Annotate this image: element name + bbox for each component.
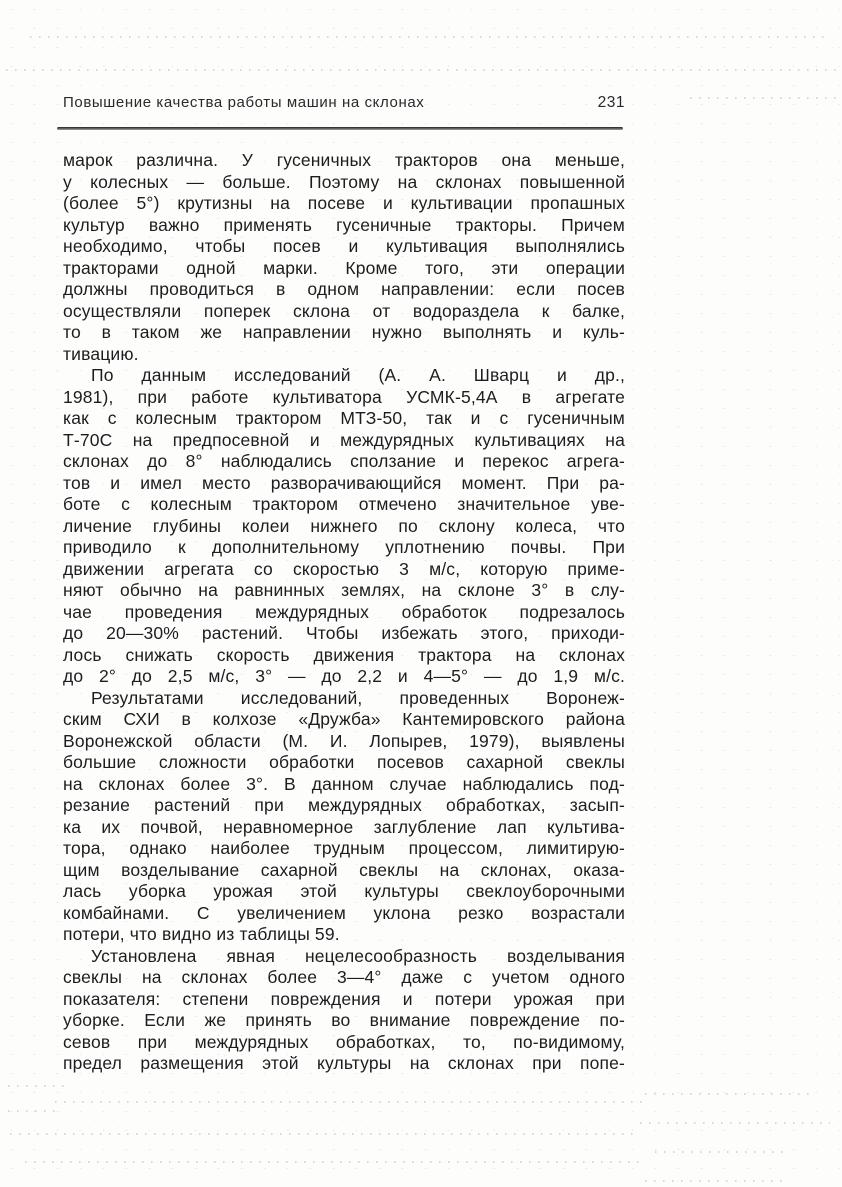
scan-noise-row bbox=[655, 1151, 785, 1153]
text-line: (более 5°) крутизны на посеве и культивации пропашных bbox=[63, 193, 625, 213]
text-line: боте с колесным трактором отмечено значительное уве- bbox=[63, 494, 625, 514]
text-line: как с колесным трактором МТЗ-50, так и с гусеничным bbox=[63, 408, 625, 428]
text-line: уборке. Если же принять во внимание повреждение по- bbox=[63, 1010, 625, 1030]
page-header bbox=[63, 94, 625, 112]
text-line: большие сложности обработки посевов сахарной свеклы bbox=[63, 752, 625, 772]
scan-noise-row bbox=[645, 1093, 815, 1095]
text-line: свеклы на склонах более 3—4° даже с учетом одного bbox=[63, 967, 625, 987]
text-line: предел размещения этой культуры на склонах при попе- bbox=[63, 1053, 625, 1073]
text-line: ка их почвой, неравномерное заглубление лап культива- bbox=[63, 816, 625, 837]
text-line: должны проводиться в одном направлении: если посев bbox=[63, 279, 625, 299]
scan-noise-row bbox=[8, 1085, 68, 1087]
text-line: приводило к дополнительному уплотнению почвы. При bbox=[63, 537, 625, 557]
text-line: щим возделывание сахарной свеклы на склонах, оказа- bbox=[63, 859, 625, 880]
text-line: Воронежской области (М. И. Лопырев, 1979), выявлены bbox=[63, 730, 625, 751]
text-line: до 20—30% растений. Чтобы избежать этого, приходи- bbox=[63, 623, 625, 643]
text-line: марок различна. У гусеничных тракторов она меньше, bbox=[63, 150, 625, 170]
paragraph bbox=[63, 688, 625, 946]
text-line: на склонах более 3°. В данном случае наблюдались под- bbox=[63, 773, 625, 794]
text-line: комбайнами. С увеличением уклона резко возрастали bbox=[63, 902, 625, 923]
paragraph bbox=[63, 150, 625, 365]
text-line: По данным исследований (А. А. Шварц и др., bbox=[91, 365, 625, 385]
text-line: у колесных — больше. Поэтому на склонах повышенной bbox=[63, 171, 625, 192]
text-line: лось снижать скорость движения трактора на склонах bbox=[63, 644, 625, 665]
scan-noise-row bbox=[10, 1133, 640, 1135]
text-line: движении агрегата со скоростью 3 м/с, которую приме- bbox=[63, 558, 625, 579]
scan-noise-row bbox=[30, 36, 830, 38]
scan-noise-row bbox=[690, 97, 838, 99]
scan-noise-row bbox=[25, 1161, 645, 1163]
text-line: Результатами исследований, проведенных Воронеж- bbox=[91, 687, 625, 708]
text-line: осуществляли поперек склона от водораздела к балке, bbox=[63, 300, 625, 321]
paragraph bbox=[63, 946, 625, 1075]
text-line: личение глубины колеи нижнего по склону колеса, что bbox=[63, 515, 625, 536]
text-line: склонах до 8° наблюдались сползание и перекос агрега- bbox=[63, 451, 625, 471]
text-line: 1981), при работе культиватора УСМК-5,4А в агрегате bbox=[63, 386, 625, 407]
scan-noise-row bbox=[55, 1101, 645, 1103]
text-line: Установлена явная нецелесообразность возделывания bbox=[91, 945, 625, 966]
text-line: тракторами одной марки. Кроме того, эти операции bbox=[63, 257, 625, 278]
text-line: няют обычно на равнинных землях, на склоне 3° в слу- bbox=[63, 580, 625, 600]
text-line: тов и имел место разворачивающийся момент. При ра- bbox=[63, 472, 625, 493]
text-line: чае проведения междурядных обработок подрезалось bbox=[63, 601, 625, 622]
text-line: резание растений при междурядных обработках, засып- bbox=[63, 795, 625, 815]
text-line: лась уборка урожая этой культуры свеклоуборочными bbox=[63, 881, 625, 901]
text-line: культур важно применять гусеничные тракторы. Причем bbox=[63, 214, 625, 235]
text-line: тора, однако наиболее трудным процессом, лимитирую- bbox=[63, 838, 625, 858]
body-text bbox=[63, 150, 625, 1075]
text-line: потери, что видно из таблицы 59. bbox=[63, 924, 340, 944]
text-line: до 2° до 2,5 м/с, 3° — до 2,2 и 4—5° — до 1,9 м/с. bbox=[63, 666, 625, 686]
scan-noise-row bbox=[6, 69, 836, 71]
scan-noise-row bbox=[645, 1180, 785, 1182]
running-head-title: Повышение качества работы машин на склонах bbox=[63, 94, 425, 111]
text-line: ским СХИ в колхозе «Дружба» Кантемировского района bbox=[63, 709, 625, 729]
text-line: Т-70С на предпосевной и междурядных культивациях на bbox=[63, 429, 625, 450]
scan-noise-row bbox=[8, 1110, 58, 1112]
paragraph bbox=[63, 365, 625, 688]
text-line: необходимо, чтобы посев и культивация выполнялись bbox=[63, 236, 625, 256]
text-line: показателя: степени повреждения и потери урожая при bbox=[63, 988, 625, 1009]
header-rule bbox=[57, 127, 623, 130]
text-line: севов при междурядных обработках, то, по-видимому, bbox=[63, 1031, 625, 1052]
scan-noise-row bbox=[640, 1122, 830, 1124]
text-line: то в таком же направлении нужно выполнять и куль- bbox=[63, 322, 625, 342]
page-number: 231 bbox=[597, 94, 625, 111]
text-line: тивацию. bbox=[63, 343, 139, 364]
